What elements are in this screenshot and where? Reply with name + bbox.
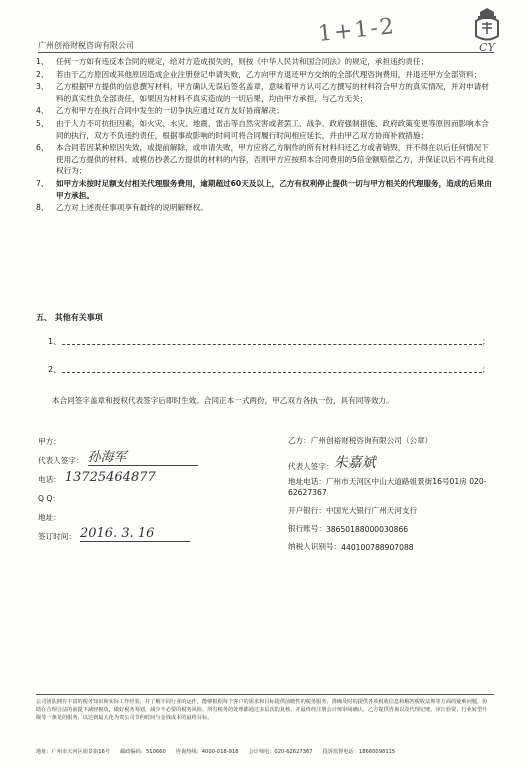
clause-text: 本合同若因某种原因失效，或提前解除，或申请失败，甲方应将乙方制作的所有材料归还乙方或者销毁，并不得在以后任何情况下使用乙方提供的材料、或模仿抄袭乙方提供的材料的内容，否则甲方应按照本合同费用的5倍金额赔偿乙方，并保证以后不再有此侵权行为； [56,143,494,176]
clause-number: 8、 [36,203,49,213]
footer-accounting: 会计师电：020-62627367 [248,749,313,755]
party-a-address-label: 地址： [38,513,61,522]
party-a-rep-label: 代表人签字： [38,456,84,465]
party-b-tax-row [288,534,508,552]
party-b-rep-label: 代表人签字： [288,462,334,471]
party-a-signature: 孙海军 [88,446,198,466]
blank-line-number: 1、 [48,337,62,346]
party-b-bank-label: 开户银行： [288,506,326,515]
party-b-block [288,428,508,552]
party-a-date-value: 2016. 3. 16 [80,526,190,542]
footer-hotline: 咨询热线：4000-018-918 [175,749,239,755]
party-a-label: 甲方： [38,437,61,446]
party-b-account-row [288,516,508,534]
party-a-qq-label: Q Q： [38,494,60,503]
clause-number: 5、 [36,118,49,128]
clause-item [36,142,496,177]
header-divider [38,52,494,53]
clause-item [36,118,496,141]
clause-number: 6、 [36,143,49,153]
logo-text: CY [479,41,495,54]
blank-line-end: ； [482,365,490,374]
party-a-block [38,428,238,542]
blank-line-1[interactable] [48,336,488,347]
footer-description: 公司团队拥有丰富的税务知识和实际工作经验，并了解不同行业的运作，能够根据每个客户的需求和目标提供前瞻性的税务服务，准确及时的提供各项税收信息和解答税收法规等方面的疑难问题，协助在合理合法的前提下减轻税负，做好税务筹划，减少不必要的税务风险。所有税务的处理都通过多层次的复核，并最终经注册会计师审阅确认，乙方提供咨询以及代理记账、审计验资、行业转型升级等一条龙的服务，以达到最大化为贵公司节约时间与金钱成本的最终目标。 [36,699,488,721]
clause-number: 4、 [36,106,49,116]
clause-item [36,178,496,201]
clause-item [36,81,496,104]
party-b-bank-row [288,498,508,516]
clause-number: 3、 [36,82,49,92]
blank-line-2[interactable] [48,364,488,375]
party-a-date-label: 签订时间： [38,532,76,541]
party-a-address-row [38,504,238,523]
clause-text: 乙方对上述责任事项享有最终的说明解释权。 [56,203,208,213]
clause-text: 如甲方未按时足额支付相关代理服务费用，逾期超过60天及以上，乙方有权利停止提供一切与甲方相关的代理服务，造成的后果由甲方承担。 [56,178,492,200]
footer-divider [36,694,494,695]
party-a-phone-row [38,466,238,485]
party-b-bank-value: 中国光大银行广州天河支行 [325,506,418,515]
company-seal-logo-icon [458,6,516,54]
blank-line-rule [62,343,482,345]
section-title-other-matters: 五、 其他有关事项 [36,313,103,322]
clause-number: 2、 [36,69,49,79]
party-a-phone-value: 13725464877 [64,470,156,485]
clause-item [36,202,496,214]
clause-text: 乙方和甲方在执行合同中发生的一切争执应通过双方友好协商解决； [56,106,284,116]
footer-address: 地址：广州市天河区姐景街16号 [36,749,111,755]
clause-text: 由于人力不可抗拒因素，如火灾、水灾、地震、雷击等自然灾害或者罢工、战争、政府强制措施、政府政策变更等原因而影响本合同的执行，双方不负违约责任，根据事故影响的时间可将合同履行时间相应延长，并由甲乙双方协商补救措施； [56,118,489,140]
party-a-qq-row [38,485,238,504]
clause-text: 任何一方如有违反本合同的规定，给对方造成损失的，则按《中华人民共和国合同法》的规定，承担违约责任； [56,57,429,66]
clause-text: 乙方根据甲方提供的信息撰写材料，甲方确认无误后签名盖章，意味着甲方认可乙方撰写的材料符合甲方的真实情况，并对申请材料的真实性负全部责任，如果因为材料不真实造成的一切后果，均由甲方承担，与乙方无关； [56,82,489,103]
party-b-tax-value: 440100788907088 [341,543,414,552]
party-a-date-row [38,523,238,542]
effect-note: 本合同签字盖章和授权代表签字后即时生效。合同正本一式两份，甲乙双方各执一份，具有同等效力。 [52,396,394,405]
footer-postcode: 邮政编码：510660 [120,749,166,755]
handwritten-page-mark: 1+1-2 [316,13,397,48]
clause-text: 若由于乙方原因或其他原因造成企业注册登记申请失败，乙方向甲方退还甲方交纳的全部代理咨询费用，并退还甲方全部资料； [56,69,482,79]
blank-line-number: 2、 [48,365,62,374]
party-b-address: 地址电话：广州市天河区中山大道路姐景街16号01房 020-62627367 [288,477,487,497]
party-b-label: 乙方：广州创裕财税咨询有限公司（公章） [288,436,433,445]
party-b-account-value: 38650188000030866 [325,525,409,534]
party-b-rep-row [288,452,508,472]
liability-clauses [36,56,496,215]
blank-line-rule [62,371,482,373]
clause-item [36,56,496,68]
blank-line-end: ； [482,337,490,346]
clause-number: 1、 [36,57,49,66]
clause-item [36,69,496,81]
footer-complaint: 投诉监督电话：18660098115 [322,749,396,755]
party-a-rep-row [38,447,238,466]
company-header: 广州创裕财税咨询有限公司 [38,41,134,50]
party-b-signature: 朱嘉斌 [333,455,376,471]
clause-item [36,105,496,117]
party-b-tax-label: 纳税人识别号： [288,542,342,551]
footer-contacts [36,748,492,755]
clause-number: 7、 [36,178,49,188]
party-b-account-label: 银行账号： [288,524,326,533]
party-a-phone-label: 电话： [38,475,61,484]
